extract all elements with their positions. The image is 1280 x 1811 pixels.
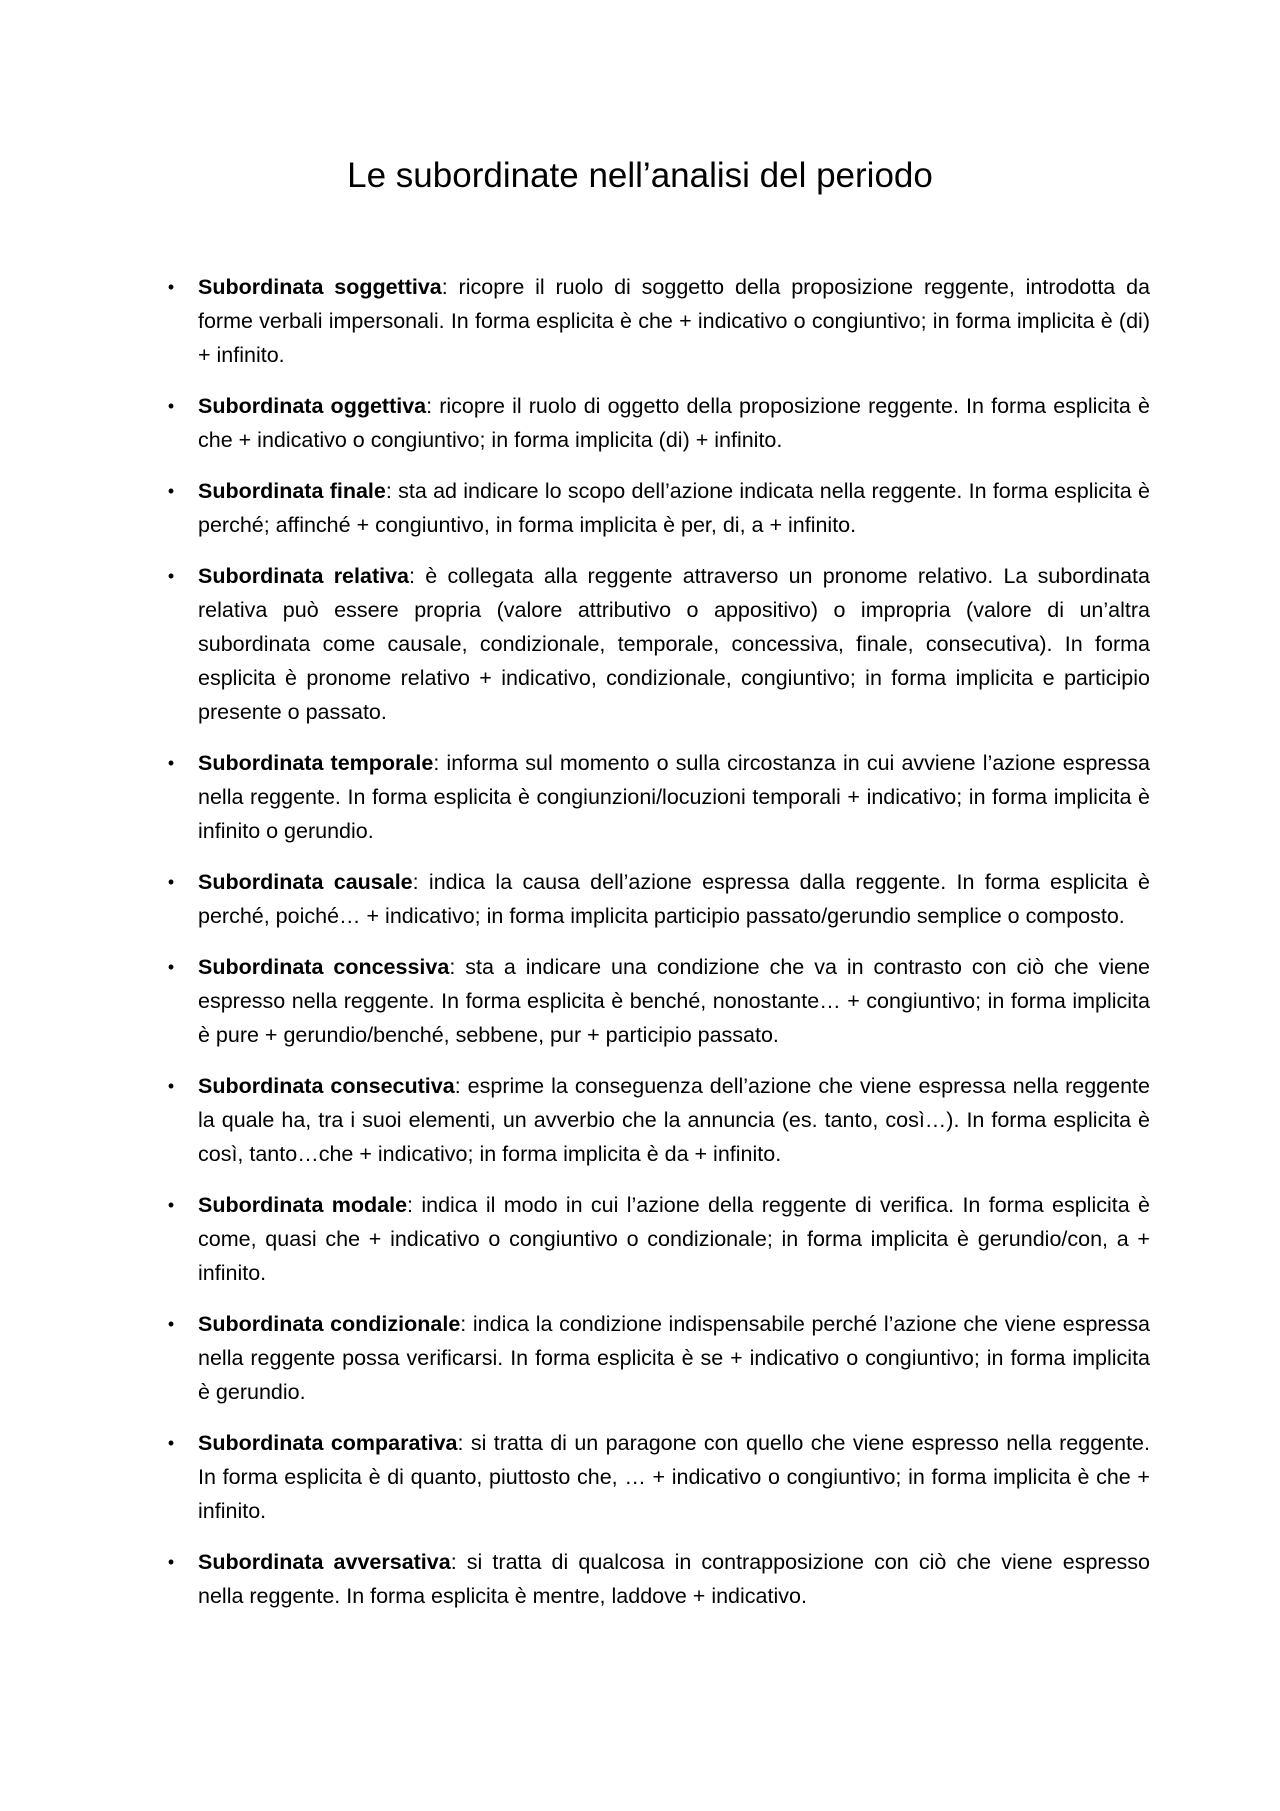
- item-text: : sta a indicare una condizione che va in contrasto con ciò che viene espresso nella reggente. In forma esplicita è benché, nonostante… + congiuntivo; in forma implicita è pure + gerundio/benché, sebbene, pur + participio passato.: [198, 955, 1150, 1047]
- item-text: : sta ad indicare lo scopo dell’azione indicata nella reggente. In forma esplicita è perché; affinché + congiuntivo, in forma implicita è per, di, a + infinito.: [198, 479, 1150, 537]
- list-item: [167, 474, 1150, 542]
- item-text: : si tratta di qualcosa in contrapposizione con ciò che viene espresso nella reggente. In forma esplicita è mentre, laddove + indicativo.: [198, 1550, 1150, 1608]
- item-term: Subordinata causale: [198, 870, 413, 894]
- item-text: : esprime la conseguenza dell’azione che viene espressa nella reggente la quale ha, tra i suoi elementi, un avverbio che la annuncia (es. tanto, così…). In forma esplicita è così, tanto…che + indicativo; in forma implicita è da + infinito.: [198, 1074, 1150, 1166]
- item-term: Subordinata oggettiva: [198, 394, 427, 418]
- bullet-icon: •: [167, 872, 175, 892]
- list-item: [167, 389, 1150, 457]
- item-term: Subordinata comparativa: [198, 1431, 458, 1455]
- bullet-icon: •: [167, 566, 175, 586]
- bullet-icon: •: [167, 1314, 175, 1334]
- item-term: Subordinata consecutiva: [198, 1074, 455, 1098]
- subordinate-list: [167, 270, 1150, 1630]
- list-item: [167, 1188, 1150, 1290]
- list-item: [167, 1545, 1150, 1613]
- item-text: : indica la condizione indispensabile perché l’azione che viene espressa nella reggente possa verificarsi. In forma esplicita è se + indicativo o congiuntivo; in forma implicita è gerundio.: [198, 1312, 1150, 1404]
- bullet-icon: •: [167, 481, 175, 501]
- item-term: Subordinata finale: [198, 479, 386, 503]
- item-text: : informa sul momento o sulla circostanza in cui avviene l’azione espressa nella reggente. In forma esplicita è congiunzioni/locuzioni temporali + indicativo; in forma implicita è infinito o gerundio.: [198, 751, 1150, 843]
- bullet-icon: •: [167, 1552, 175, 1572]
- bullet-icon: •: [167, 1076, 175, 1096]
- item-text: : indica la causa dell’azione espressa dalla reggente. In forma esplicita è perché, poiché… + indicativo; in forma implicita participio passato/gerundio semplice o composto.: [198, 870, 1150, 928]
- list-item: [167, 950, 1150, 1052]
- list-item: [167, 270, 1150, 372]
- list-item: [167, 1426, 1150, 1528]
- item-text: : si tratta di un paragone con quello che viene espresso nella reggente. In forma esplicita è di quanto, piuttosto che, … + indicativo o congiuntivo; in forma implicita è che + infinito.: [198, 1431, 1150, 1523]
- bullet-icon: •: [167, 1433, 175, 1453]
- page-title: Le subordinate nell’analisi del periodo: [347, 156, 933, 195]
- list-item: [167, 559, 1150, 729]
- item-term: Subordinata soggettiva: [198, 275, 442, 299]
- list-item: [167, 1069, 1150, 1171]
- item-term: Subordinata condizionale: [198, 1312, 461, 1336]
- list-item: [167, 746, 1150, 848]
- bullet-icon: •: [167, 1195, 175, 1215]
- bullet-icon: •: [167, 957, 175, 977]
- item-term: Subordinata temporale: [198, 751, 434, 775]
- bullet-icon: •: [167, 753, 175, 773]
- list-item: [167, 1307, 1150, 1409]
- bullet-icon: •: [167, 396, 175, 416]
- item-term: Subordinata modale: [198, 1193, 408, 1217]
- bullet-icon: •: [167, 277, 175, 297]
- item-text: : indica il modo in cui l’azione della reggente di verifica. In forma esplicita è come, quasi che + indicativo o congiuntivo o condizionale; in forma implicita è gerundio/con, a + infinito.: [198, 1193, 1150, 1285]
- item-text: : è collegata alla reggente attraverso un pronome relativo. La subordinata relativa può essere propria (valore attributivo o appositivo) o impropria (valore di un’altra subordinata come causale, condizionale, temporale, concessiva, finale, consecutiva). In forma esplicita è pronome relativo + indicativo, condizionale, congiuntivo; in forma implicita e participio presente o passato.: [198, 564, 1150, 724]
- item-term: Subordinata avversativa: [198, 1550, 451, 1574]
- item-text: : ricopre il ruolo di soggetto della proposizione reggente, introdotta da forme verbali impersonali. In forma esplicita è che + indicativo o congiuntivo; in forma implicita è (di) + infinito.: [198, 275, 1150, 367]
- list-item: [167, 865, 1150, 933]
- item-term: Subordinata concessiva: [198, 955, 450, 979]
- item-term: Subordinata relativa: [198, 564, 409, 588]
- item-text: : ricopre il ruolo di oggetto della proposizione reggente. In forma esplicita è che + indicativo o congiuntivo; in forma implicita (di) + infinito.: [198, 394, 1150, 452]
